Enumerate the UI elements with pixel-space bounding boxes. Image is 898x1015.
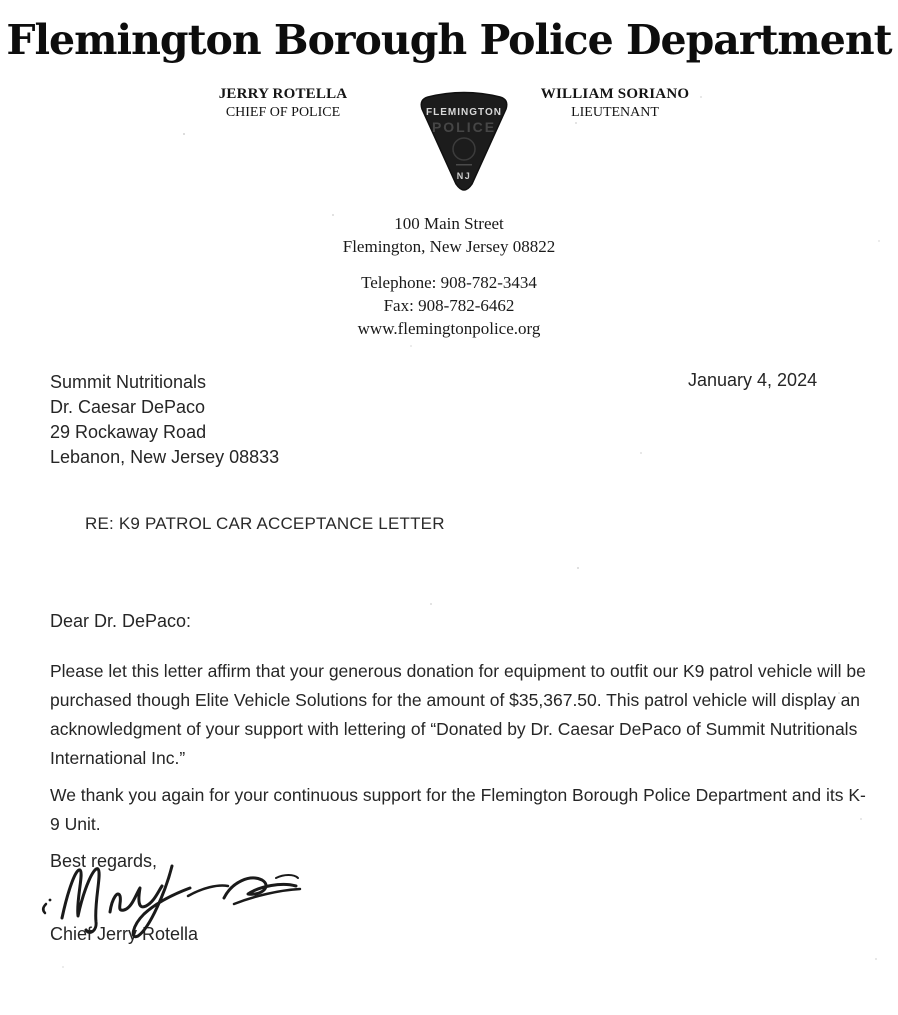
police-badge-icon	[416, 84, 512, 198]
recipient-line: 29 Rockaway Road	[50, 422, 207, 442]
telephone-line: Telephone: 908-782-3434	[361, 273, 537, 292]
badge-line2: POLICE	[431, 119, 497, 135]
officer-left-name: JERRY ROTELLA	[218, 86, 348, 102]
letter-date: January 4, 2024	[688, 370, 818, 390]
salutation: Dear Dr. DePaco:	[50, 611, 192, 631]
recipient-line: Summit Nutritionals	[50, 372, 207, 392]
address-line1: 100 Main Street	[394, 214, 504, 233]
website-line: www.flemingtonpolice.org	[357, 319, 541, 338]
badge-state: NJ	[456, 171, 472, 181]
officer-left-role: CHIEF OF POLICE	[225, 105, 341, 120]
body-paragraph-2: We thank you again for your continuous support for the Flemington Borough Police Department and its K-9 Unit.	[50, 785, 866, 834]
scan-noise	[0, 0, 2, 2]
letterhead-title: Flemington Borough Police Department	[6, 16, 892, 64]
recipient-line: Dr. Caesar DePaco	[50, 397, 206, 417]
fax-line: Fax: 908-782-6462	[383, 296, 515, 315]
badge-line1: FLEMINGTON	[426, 107, 502, 118]
letterhead-address	[0, 212, 898, 340]
officer-right-role: LIEUTENANT	[571, 105, 659, 120]
address-line2: Flemington, New Jersey 08822	[342, 237, 556, 256]
officer-right-name: WILLIAM SORIANO	[540, 86, 690, 102]
signer-name: Chief Jerry Rotella	[50, 924, 199, 944]
body-paragraph-1: Please let this letter affirm that your generous donation for equipment to outfit our K9 patrol vehicle will be purchased though Elite Vehicle Solutions for the amount of $35,367.50. This patrol vehicle will display an acknowledgment of your support with lettering of “Donated by Dr. Caesar DePaco of Summit Nutritionals International Inc.”	[50, 661, 866, 768]
recipient-block	[50, 370, 279, 470]
subject-line: RE: K9 PATROL CAR ACCEPTANCE LETTER	[85, 514, 445, 533]
officer-left	[178, 86, 388, 121]
recipient-line: Lebanon, New Jersey 08833	[50, 447, 280, 467]
closing: Best regards,	[50, 851, 158, 871]
officer-right	[510, 86, 720, 121]
